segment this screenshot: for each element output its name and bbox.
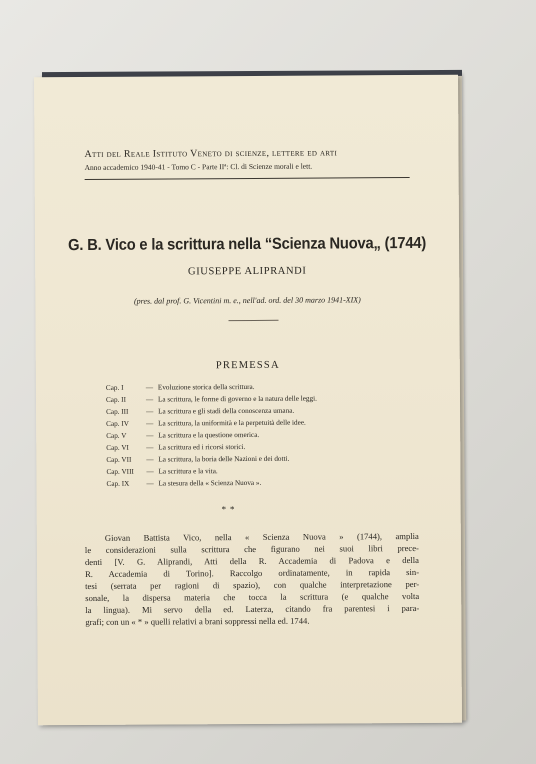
toc-chapter-title: La scrittura e la vita. bbox=[158, 467, 218, 476]
body-line: tesi (serrata per ragioni di spazio), con qualche interpretazione per- bbox=[85, 578, 420, 591]
body-paragraph bbox=[85, 530, 420, 628]
document-page bbox=[34, 75, 462, 726]
header-divider bbox=[85, 177, 410, 180]
body-line: grafi; con un « * » quelli relativi a brani soppressi nella ed. 1744. bbox=[85, 615, 310, 627]
table-of-contents bbox=[106, 380, 427, 490]
journal-volume-info: Anno accademico 1940-41 - Tomo C - Parte IIª: Cl. di Scienze morali e lett. bbox=[84, 161, 313, 172]
title-divider bbox=[229, 320, 279, 321]
toc-dash: — bbox=[146, 419, 154, 428]
toc-chapter-number: Cap. III bbox=[106, 407, 129, 416]
body-line: le considerazioni sulla scrittura che figurano nei suoi libri prece- bbox=[84, 542, 419, 555]
article-author: GIUSEPPE ALIPRANDI bbox=[187, 265, 307, 278]
toc-chapter-number: Cap. VIII bbox=[106, 467, 134, 476]
body-line: denti [V. G. Aliprandi, Atti della R. Accademia di Padova e della bbox=[84, 554, 420, 567]
toc-dash: — bbox=[146, 479, 154, 488]
toc-dash: — bbox=[146, 431, 154, 440]
toc-chapter-title: La scrittura, le forme di governo e la natura delle leggi. bbox=[157, 394, 317, 404]
toc-chapter-number: Cap. V bbox=[106, 431, 127, 440]
body-line: R. Accademia di Torino]. Raccolgo ordinatamente, in rapida sin- bbox=[85, 566, 420, 579]
toc-chapter-title: Evoluzione storica della scrittura. bbox=[157, 382, 255, 392]
toc-chapter-title: La scrittura ed i ricorsi storici. bbox=[158, 443, 246, 452]
toc-dash: — bbox=[146, 407, 154, 416]
toc-chapter-number: Cap. VI bbox=[106, 443, 129, 452]
toc-chapter-title: La scrittura, la uniformità e la perpetuità delle idee. bbox=[158, 418, 306, 428]
toc-chapter-number: Cap. IX bbox=[106, 479, 130, 488]
toc-chapter-number: Cap. I bbox=[105, 383, 124, 392]
toc-dash: — bbox=[146, 467, 154, 476]
section-separator-stars: * * bbox=[221, 504, 236, 515]
toc-chapter-title: La stesura della « Scienza Nuova ». bbox=[158, 478, 262, 488]
toc-dash: — bbox=[145, 383, 154, 392]
toc-item bbox=[106, 476, 426, 490]
presentation-note: (pres. dal prof. G. Vicentini m. e., nell'ad. ord. del 30 marzo 1941-XIX) bbox=[133, 295, 361, 306]
toc-chapter-number: Cap. VII bbox=[106, 455, 132, 464]
journal-title: Atti del Reale Istituto Veneto di scienze, lettere ed arti bbox=[84, 147, 338, 160]
body-line: sonale, la dispersa materia che tocca la scrittura (e qualche volta bbox=[85, 590, 420, 603]
article-title: G. B. Vico e la scrittura nella “Scienza Nuova„ (1744) bbox=[68, 234, 427, 255]
journal-header bbox=[84, 147, 409, 172]
toc-chapter-title: La scrittura, la boria delle Nazioni e dei dotti. bbox=[158, 454, 290, 464]
toc-chapter-title: La scrittura e la questione omerica. bbox=[158, 430, 260, 440]
section-heading: PREMESSA bbox=[215, 359, 280, 372]
toc-chapter-number: Cap. II bbox=[105, 395, 126, 404]
toc-dash: — bbox=[146, 443, 154, 452]
toc-dash: — bbox=[145, 395, 154, 404]
toc-chapter-number: Cap. IV bbox=[106, 419, 129, 428]
body-line: Giovan Battista Vico, nella « Scienza Nuova » (1744), amplia bbox=[104, 530, 419, 543]
toc-dash: — bbox=[146, 455, 154, 464]
toc-chapter-title: La scrittura e gli stadi della conoscenza umana. bbox=[158, 406, 295, 416]
body-line: la lingua). Mi servo della ed. Laterza, citando fra parentesi i para- bbox=[85, 602, 420, 615]
